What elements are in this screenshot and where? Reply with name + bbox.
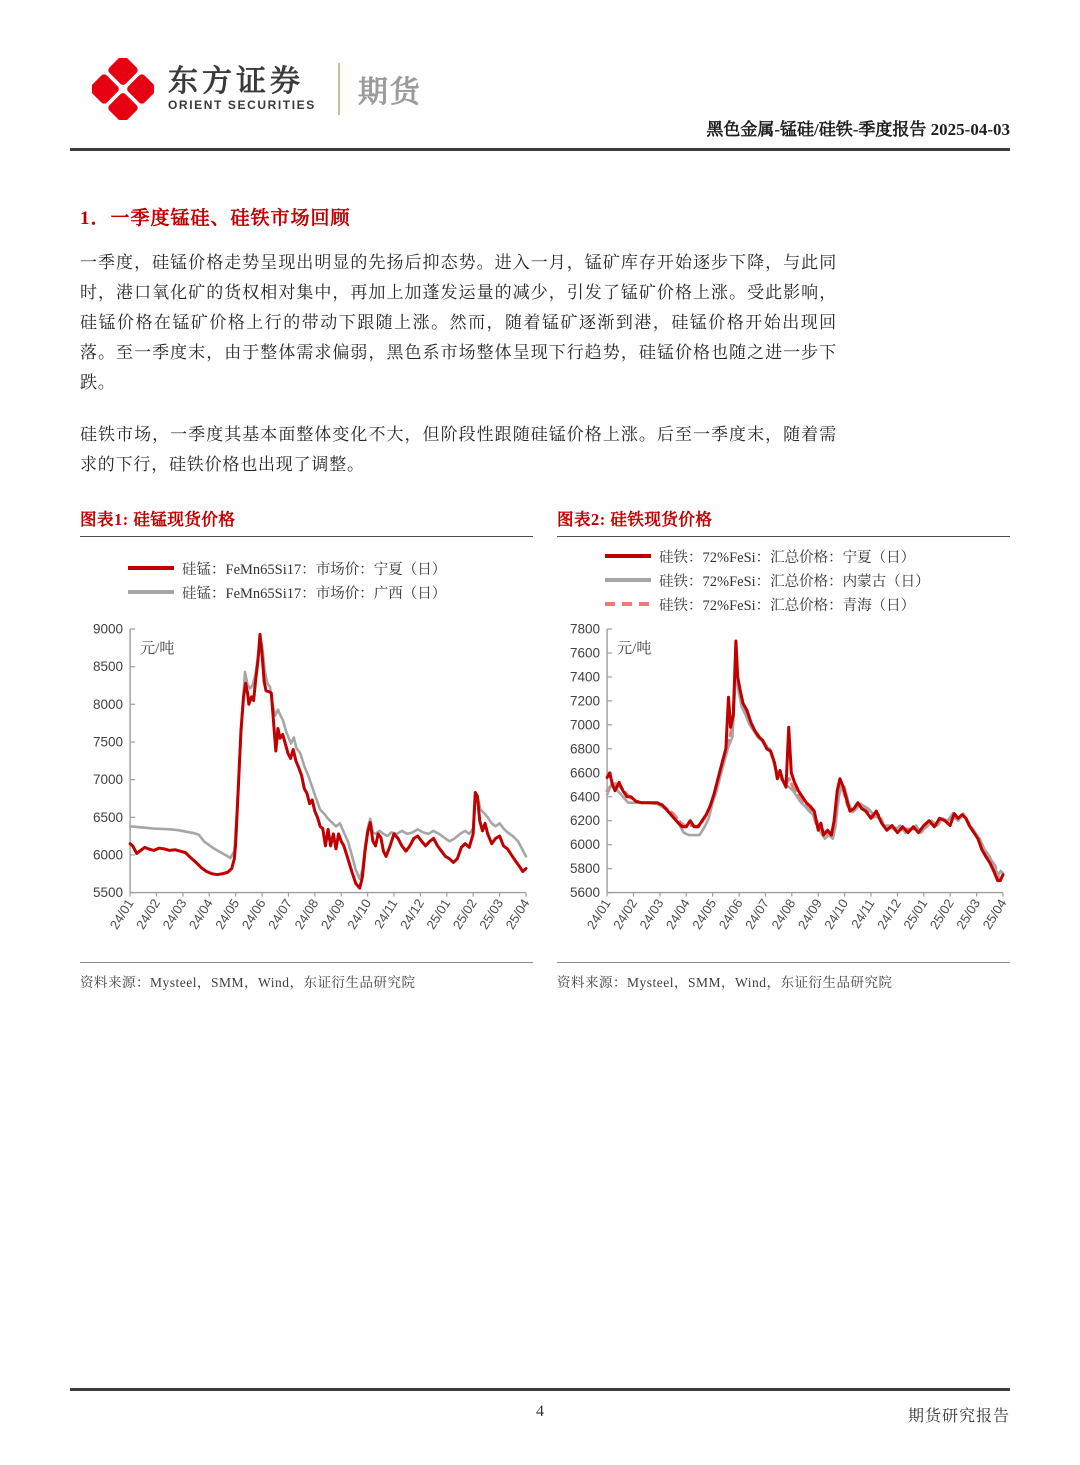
legend-item xyxy=(126,582,533,603)
svg-text:24/10: 24/10 xyxy=(344,896,375,932)
report-title: 黑色金属-锰硅/硅铁-季度报告 2025-04-03 xyxy=(706,120,1010,139)
legend-line-swatch xyxy=(126,563,176,573)
svg-text:24/08: 24/08 xyxy=(291,896,322,932)
svg-text:24/11: 24/11 xyxy=(371,896,401,932)
svg-text:24/09: 24/09 xyxy=(794,896,825,932)
legend-line-swatch xyxy=(126,587,176,597)
figure-1 xyxy=(80,506,533,991)
page-number: 4 xyxy=(536,1403,544,1420)
svg-text:24/07: 24/07 xyxy=(265,896,296,932)
legend-item xyxy=(603,546,1010,567)
svg-text:6400: 6400 xyxy=(570,789,601,805)
svg-text:5500: 5500 xyxy=(93,885,124,901)
svg-text:6800: 6800 xyxy=(570,741,601,757)
svg-text:7400: 7400 xyxy=(570,669,601,685)
svg-text:25/01: 25/01 xyxy=(900,896,931,932)
svg-text:6000: 6000 xyxy=(93,847,124,863)
figure-2-legend xyxy=(557,541,1010,619)
svg-text:24/10: 24/10 xyxy=(821,896,852,932)
figure-1-legend xyxy=(80,541,533,619)
svg-text:24/02: 24/02 xyxy=(610,896,641,932)
brand-name-cn: 东方证券 xyxy=(168,65,304,98)
brand-logo xyxy=(92,58,422,120)
svg-text:25/04: 25/04 xyxy=(502,896,533,932)
svg-text:5600: 5600 xyxy=(570,885,601,901)
svg-text:24/05: 24/05 xyxy=(689,896,720,932)
legend-line-swatch xyxy=(603,575,653,585)
brand-name-en: ORIENT SECURITIES xyxy=(168,98,316,112)
footer-label: 期货研究报告 xyxy=(907,1408,1010,1425)
svg-text:24/03: 24/03 xyxy=(159,896,190,932)
footer-rule xyxy=(70,1388,1010,1391)
svg-text:24/01: 24/01 xyxy=(106,896,137,932)
legend-label: 硅铁：72%FeSi：汇总价格：青海（日） xyxy=(659,597,916,614)
svg-text:24/08: 24/08 xyxy=(768,896,799,932)
svg-text:6000: 6000 xyxy=(570,837,601,853)
svg-text:24/11: 24/11 xyxy=(848,896,878,932)
product-label: 期货 xyxy=(357,76,422,109)
orient-securities-diamond-icon xyxy=(92,58,154,120)
figure-2-chart-canvas xyxy=(557,619,1010,958)
legend-item xyxy=(126,558,533,579)
svg-text:9000: 9000 xyxy=(93,621,124,637)
header-rule xyxy=(70,148,1010,151)
figure-1-title: 图表1: 硅锰现货价格 xyxy=(80,506,533,537)
svg-text:7500: 7500 xyxy=(93,734,124,750)
svg-text:25/04: 25/04 xyxy=(979,896,1010,932)
svg-text:24/12: 24/12 xyxy=(397,896,427,932)
page-header xyxy=(80,58,1010,146)
figure-1-source: 资料来源：Mysteel，SMM，Wind，东证衍生品研究院 xyxy=(80,962,533,991)
svg-text:8000: 8000 xyxy=(93,696,124,712)
svg-text:24/06: 24/06 xyxy=(238,896,269,932)
legend-label: 硅锰：FeMn65Si17：市场价：广西（日） xyxy=(182,585,447,602)
svg-text:25/03: 25/03 xyxy=(953,896,984,932)
svg-text:元/吨: 元/吨 xyxy=(617,641,652,658)
svg-text:24/02: 24/02 xyxy=(133,896,164,932)
figure-2-source: 资料来源：Mysteel，SMM，Wind，东证衍生品研究院 xyxy=(557,962,1010,991)
paragraph-1: 一季度，硅锰价格走势呈现出明显的先扬后抑态势。进入一月，锰矿库存开始逐步下降，与此同时，港口氧化矿的货权相对集中，再加上加蓬发运量的减少，引发了锰矿价格上涨。受此影响，硅锰价格在锰矿价格上行的带动下跟随上涨。然而，随着锰矿逐渐到港，硅锰价格开始出现回落。至一季度末，由于整体需求偏弱，黑色系市场整体呈现下行趋势，硅锰价格也随之进一步下跌。 xyxy=(80,253,837,392)
svg-text:25/02: 25/02 xyxy=(449,896,480,932)
svg-text:24/09: 24/09 xyxy=(317,896,348,932)
svg-text:6200: 6200 xyxy=(570,813,601,829)
svg-text:6500: 6500 xyxy=(93,809,124,825)
legend-label: 硅锰：FeMn65Si17：市场价：宁夏（日） xyxy=(182,561,447,578)
brand-name xyxy=(168,66,316,112)
svg-text:元/吨: 元/吨 xyxy=(140,641,175,658)
svg-text:25/03: 25/03 xyxy=(476,896,507,932)
svg-text:24/04: 24/04 xyxy=(662,896,693,932)
page-footer xyxy=(70,1386,1010,1433)
svg-text:24/04: 24/04 xyxy=(185,896,216,932)
section-title: 1．一季度锰硅、硅铁市场回顾 xyxy=(80,208,351,229)
svg-text:8500: 8500 xyxy=(93,659,124,675)
svg-text:25/01: 25/01 xyxy=(423,896,454,932)
figures-row xyxy=(80,506,1010,991)
svg-text:7600: 7600 xyxy=(570,645,601,661)
figure-2 xyxy=(557,506,1010,991)
legend-item xyxy=(603,570,1010,591)
figure-1-chart-canvas xyxy=(80,619,533,958)
legend-label: 硅铁：72%FeSi：汇总价格：内蒙古（日） xyxy=(659,573,930,590)
paragraph-2: 硅铁市场，一季度其基本面整体变化不大，但阶段性跟随硅锰价格上涨。后至一季度末，随着需求的下行，硅铁价格也出现了调整。 xyxy=(80,425,837,474)
svg-text:5800: 5800 xyxy=(570,861,601,877)
legend-line-swatch xyxy=(603,599,653,609)
svg-text:7800: 7800 xyxy=(570,621,601,637)
svg-text:25/02: 25/02 xyxy=(926,896,957,932)
svg-text:24/06: 24/06 xyxy=(715,896,746,932)
svg-text:24/01: 24/01 xyxy=(583,896,614,932)
legend-label: 硅铁：72%FeSi：汇总价格：宁夏（日） xyxy=(659,549,916,566)
legend-item xyxy=(603,594,1010,615)
svg-text:24/12: 24/12 xyxy=(874,896,904,932)
svg-text:6600: 6600 xyxy=(570,765,601,781)
legend-line-swatch xyxy=(603,551,653,561)
svg-text:7200: 7200 xyxy=(570,693,601,709)
svg-text:24/07: 24/07 xyxy=(742,896,773,932)
svg-text:24/05: 24/05 xyxy=(212,896,243,932)
svg-text:7000: 7000 xyxy=(93,772,124,788)
svg-text:7000: 7000 xyxy=(570,717,601,733)
figure-2-title: 图表2: 硅铁现货价格 xyxy=(557,506,1010,537)
svg-text:24/03: 24/03 xyxy=(636,896,667,932)
logo-divider xyxy=(338,63,340,115)
